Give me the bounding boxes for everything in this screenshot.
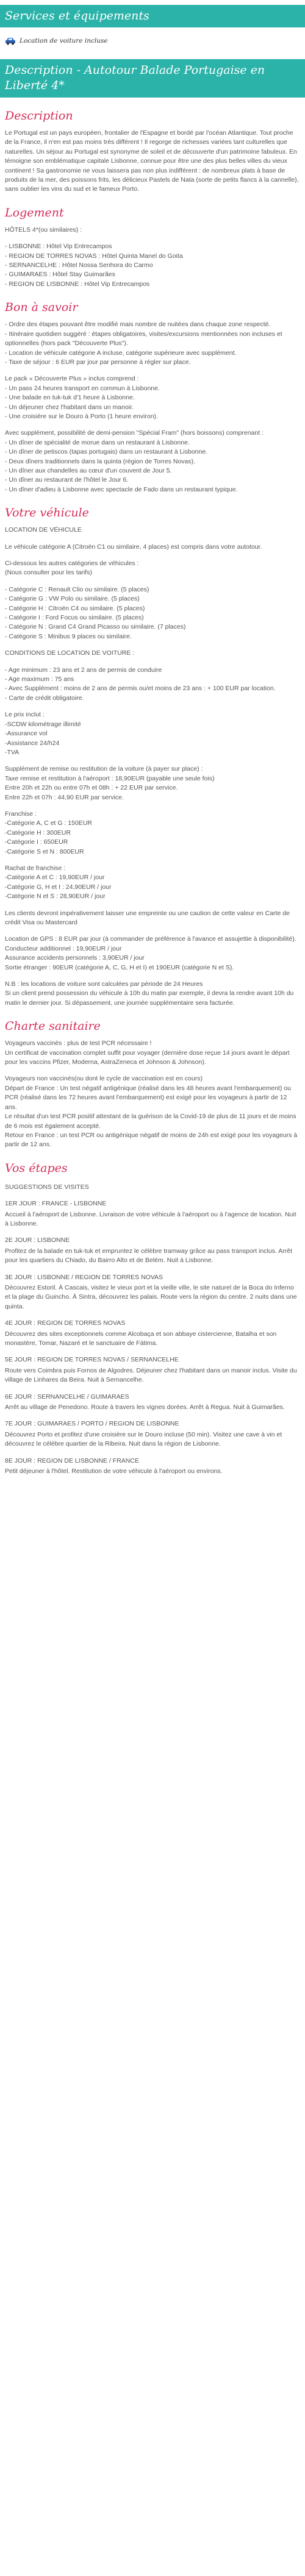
vehicule-line: -Catégorie N et S : 28,90EUR / jour xyxy=(5,893,106,901)
description-text: Le Portugal est un pays européen, frontalier de l'Espagne et bordé par l'océan Atlantique. Tout proche de la France, il n'en est pas moins très différent ! Il regorge de richesses variées tant culturelles que naturelles. Un séjour au Portugal est synonyme de soleil et de découverte d'un patrimoine fabuleux. En témoigne son emblématique capitale Lisbonne, connue pour être une des plus belles villes du vieux continent ! Sa gastronomie ne vous laissera pas non plus indifférent : de nombreux plats à base de produits de la mer, des poissons frits, les délicieux Pastels de Nata (sorte de petits flancs à la cannelle), sans oublier les vins du sud et le fameux Porto. xyxy=(5,129,299,193)
vehicule-line: -TVA xyxy=(5,748,20,756)
vehicule-line: Rachat de franchise : xyxy=(5,864,66,872)
services-banner: Services et équipements xyxy=(0,5,305,27)
vehicule-line: Le véhicule catégorie A (Citroën C1 ou similaire, 4 places) est compris dans votre autotour. xyxy=(5,543,262,551)
vehicule-line: LOCATION DE VÉHICULE xyxy=(5,526,82,534)
vehicule-line: Les clients devront impérativement laisser une empreinte ou une caution de cette valeur en Carte de crédit Visa ou Mastercard xyxy=(5,909,290,926)
charte-line: Départ de France : Un test négatif antigénique (réalisé dans les 48 heures avant l'embarquement) ou PCR (réalisé dans les 72 heures avant l'embarquement) est exigé pour les voyageurs à partir de 12 ans. xyxy=(5,1084,291,1111)
bon-a-savoir-line: - Itinéraire quotidien suggéré : étapes obligatoires, visites/excursions mentionnées non incluses et optionnelles (hors pack "Découverte Plus"). xyxy=(5,330,282,348)
bon-a-savoir-line: - Un déjeuner chez l'habitant dans un manoir. xyxy=(5,403,134,411)
vehicule-line xyxy=(5,972,300,980)
service-item-car-rental xyxy=(5,36,300,46)
vehicule-line: -Catégorie H : 300EUR xyxy=(5,829,71,837)
day-text: Découvrez Porto et profitez d'une croisière sur le Douro incluse (50 min). Visitez une cave à vin et découvrez le célèbre quartier de la Ribeira. Nuit dans la région de Lisbonne. xyxy=(5,1430,282,1448)
bon-a-savoir-line: - Location de véhicule catégorie A incluse, catégorie supérieure avec supplément. xyxy=(5,349,237,357)
service-label: Location de voiture incluse xyxy=(20,37,108,45)
vehicule-line: - Age maximum : 75 ans xyxy=(5,676,74,683)
vehicule-line: Assurance accidents personnels : 3,90EUR / jour xyxy=(5,954,145,962)
day-title: 5E JOUR : REGION DE TORRES NOVAS / SERNANCELHE xyxy=(5,1356,179,1364)
vehicule-heading: Votre véhicule xyxy=(5,506,89,520)
description-heading: Description xyxy=(5,109,73,123)
vehicule-line: - Age minimum : 23 ans et 2 ans de permis de conduire xyxy=(5,666,162,674)
day-title: 6E JOUR : SERNANCELHE / GUIMARAES xyxy=(5,1393,129,1400)
day-text: Découvrez Estoril. À Cascais, visitez le vieux port et la vieille ville, le site naturel de la Boca do Inferno et la plage du Guincho. À Sintra, découvrez les palais. Route vers la région du centre. 2 nuits dans une quinta. xyxy=(5,1283,297,1310)
day-title: 8E JOUR : REGION DE LISBONNE / FRANCE xyxy=(5,1457,139,1465)
vehicule-line: -Catégorie G, H et I : 24,90EUR / jour xyxy=(5,883,112,891)
vehicule-line xyxy=(5,552,300,559)
logement-line: - GUIMARAES : Hôtel Stay Guimarães xyxy=(5,271,115,279)
charte-line: Le résultat d'un test PCR positif attestant de la guérison de la Covid-19 de plus de 11 jours et de moins de 6 mois est également accepté. xyxy=(5,1113,296,1130)
logement-line: HÔTELS 4*(ou similaires) : xyxy=(5,226,82,234)
vehicule-line: -Catégorie S et N : 800EUR xyxy=(5,847,84,855)
vehicule-line: Entre 22h et 07h : 44,90 EUR par service. xyxy=(5,793,124,801)
etapes-intro: SUGGESTIONS DE VISITES xyxy=(5,1183,89,1191)
vehicule-line: (Nous consulter pour les tarifs) xyxy=(5,569,92,577)
vehicule-line: CONDITIONS DE LOCATION DE VOITURE : xyxy=(5,649,135,657)
charte-line: Retour en France : un test PCR ou antigénique négatif de moins de 24h est exigé pour les voyageurs à partir de 12 ans. xyxy=(5,1131,298,1149)
vehicule-line xyxy=(5,757,300,765)
vehicule-line: -Catégorie I : 650EUR xyxy=(5,838,68,846)
car-icon xyxy=(5,36,16,46)
vehicule-line: - Catégorie I : Ford Focus ou similaire. (5 places) xyxy=(5,614,144,622)
logement-line: - REGION DE TORRES NOVAS : Hôtel Quinta Manel do Goita xyxy=(5,252,183,260)
vehicule-line xyxy=(5,535,300,543)
bon-a-savoir-line: Avec supplément, possibilité de demi-pension "Spécial Fram" (hors boissons) comprenant : xyxy=(5,429,264,437)
vehicule-line: - Catégorie G : VW Polo ou similaire. (5 places) xyxy=(5,595,140,603)
services-list xyxy=(0,27,305,59)
bon-a-savoir-line: - Un dîner aux chandelles au cœur d'un couvent de Jour 5. xyxy=(5,466,172,474)
logement-heading: Logement xyxy=(5,205,64,219)
day-text: Arrêt au village de Penedono. Route à travers les vignes dorées. Arrêt à Regua. Nuit à Guimarães. xyxy=(5,1404,285,1411)
day-text: Route vers Coimbra puis Fornos de Algodres. Déjeuner chez l'habitant dans un manoir inclus. Visite du village de Linhares da Beira. Nuit à Sernancelhe. xyxy=(5,1366,297,1384)
vehicule-line: Le prix inclut : xyxy=(5,711,45,719)
vehicule-line: - Catégorie C : Renault Clio ou similaire. (5 places) xyxy=(5,585,149,593)
bon-a-savoir-line: Le pack « Découverte Plus » inclus comprend : xyxy=(5,375,139,383)
vehicule-line: - Catégorie H : Citroën C4 ou similaire. (5 places) xyxy=(5,604,145,612)
day-title: 2E JOUR : LISBONNE xyxy=(5,1236,70,1244)
bon-a-savoir-line: - Un dîner de spécialité de morue dans un restaurant à Lisbonne. xyxy=(5,438,190,446)
charte-line: Voyageurs vaccinés : plus de test PCR nécessaire ! xyxy=(5,1040,152,1047)
vehicule-line: - Carte de crédit obligatoire. xyxy=(5,694,84,702)
bon-a-savoir-line: - Taxe de séjour : 6 EUR par jour par personne à régler sur place. xyxy=(5,358,191,366)
vehicule-line: Entre 20h et 22h ou entre 07h et 08h : + 22 EUR par service. xyxy=(5,784,178,792)
vehicule-line: - Catégorie S : Minibus 9 places ou similaire. xyxy=(5,632,132,640)
charte-line xyxy=(5,1067,300,1074)
vehicule-line xyxy=(5,641,300,649)
charte-lines xyxy=(5,1039,300,1149)
vehicule-lines xyxy=(5,526,300,1008)
bon-a-savoir-line: - Une croisière sur le Douro à Porto (1 heure environ). xyxy=(5,412,158,420)
logement-line: - REGION DE LISBONNE : Hôtel Vip Entrecampos xyxy=(5,280,150,288)
bon-a-savoir-line: - Un pass 24 heures transport en commun à Lisbonne. xyxy=(5,384,160,392)
content xyxy=(0,109,305,1476)
bon-a-savoir-line: - Une balade en tuk-tuk d'1 heure à Lisbonne. xyxy=(5,394,135,402)
bon-a-savoir-line xyxy=(5,367,300,374)
vehicule-line: -Catégorie A et C : 19,90EUR / jour xyxy=(5,874,105,882)
bon-a-savoir-line: - Deux dîners traditionnels dans la quinta (région de Torres Novas). xyxy=(5,457,196,465)
etapes-heading: Vos étapes xyxy=(5,1161,68,1175)
vehicule-line: Franchise : xyxy=(5,810,37,818)
bon-a-savoir-heading: Bon à savoir xyxy=(5,301,78,315)
charte-line: Voyageurs non vaccinés(ou dont le cycle de vaccination est en cours) xyxy=(5,1075,203,1083)
day-text: Petit déjeuner à l'hôtel. Restitution de votre véhicule à l'aéroport ou environs. xyxy=(5,1468,223,1475)
bon-a-savoir-line: - Un dîner au restaurant de l'hôtel le Jour 6. xyxy=(5,476,129,484)
vehicule-line xyxy=(5,902,300,909)
vehicule-line: - Avec Supplément : moins de 2 ans de permis ou/et moins de 23 ans : + 100 EUR par location. xyxy=(5,685,276,693)
day-title: 3E JOUR : LISBONNE / REGION DE TORRES NOVAS xyxy=(5,1273,163,1281)
vehicule-line: N.B : les locations de voiture sont calculées par période de 24 Heures xyxy=(5,980,203,988)
description-banner: Description - Autotour Balade Portugaise en Liberté 4* xyxy=(0,59,305,98)
day-title: 7E JOUR : GUIMARAES / PORTO / REGION DE LISBONNE xyxy=(5,1420,179,1428)
day-text: Découvrez des sites exceptionnels comme Alcobaça et son abbaye cistercienne, Batalha et son monastère, Tomar, Nazaré et le sanctuaire de Fátima. xyxy=(5,1330,277,1347)
day-title: 4E JOUR : REGION DE TORRES NOVAS xyxy=(5,1319,126,1327)
vehicule-line: -SCDW kilométrage illimité xyxy=(5,720,81,728)
vehicule-line xyxy=(5,927,300,935)
day-text: Profitez de la balade en tuk-tuk et empruntez le célèbre tramway grâce au pass transport inclus. Arrêt pour les quartiers du Chiado, du Bairro Alto et de Belém. Nuit à Lisbonne. xyxy=(5,1247,292,1265)
day-text: Accueil à l'aéroport de Lisbonne. Livraison de votre véhicule à l'aéroport ou à l'agence de location. Nuit à Lisbonne. xyxy=(5,1210,296,1227)
vehicule-line: Taxe remise et restitution à l'aéroport : 18,90EUR (payable une seule fois) xyxy=(5,774,215,782)
day-title: 1ER JOUR : FRANCE - LISBONNE xyxy=(5,1200,107,1208)
vehicule-line xyxy=(5,703,300,710)
bon-a-savoir-line: - Un dîner d'adieu à Lisbonne avec spectacle de Fado dans un restaurant typique. xyxy=(5,485,238,493)
vehicule-line: Location de GPS : 8 EUR par jour (à commander de préférence à l'avance et assujettie à disponibilité). xyxy=(5,935,296,943)
vehicule-line: Sortie étranger : 90EUR (catégorie A, C, G, H et I) et 190EUR (catégorie N et S). xyxy=(5,963,234,971)
logement-lines xyxy=(5,226,300,289)
bon-a-savoir-line xyxy=(5,421,300,429)
bon-a-savoir-line: - Ordre des étapes pouvant être modifié mais nombre de nuitées dans chaque zone respecté. xyxy=(5,321,271,329)
vehicule-line: - Catégorie N : Grand C4 Grand Picasso ou similaire. (7 places) xyxy=(5,623,186,631)
vehicule-line: Si un client prend possession du véhicule à 10h du matin par exemple, il devra la rendre avant 10h du matin le dernier jour. Si dépassement, une journée supplémentaire sera facturée. xyxy=(5,990,294,1007)
charte-line: Un certificat de vaccination complet suffit pour voyager (dernière dose reçue 14 jours avant le départ pour les vaccins Pfizer, Moderna, AstraZeneca et Johnson & Johnson). xyxy=(5,1049,290,1066)
bon-a-savoir-line: - Un dîner de petiscos (tapas portugais) dans un restaurant à Lisbonne. xyxy=(5,448,208,456)
bon-a-savoir-lines xyxy=(5,320,300,494)
charte-heading: Charte sanitaire xyxy=(5,1019,101,1033)
vehicule-line: Supplément de remise ou restitution de la voiture (à payer sur place) : xyxy=(5,765,203,773)
vehicule-line: Ci-dessous les autres catégories de véhicules : xyxy=(5,560,139,567)
vehicule-line: -Assurance vol xyxy=(5,730,48,738)
vehicule-line xyxy=(5,658,300,666)
logement-line: - SERNANCELHE : Hôtel Nossa Senhora do Carmo xyxy=(5,262,153,269)
vehicule-line xyxy=(5,802,300,810)
logement-line: - LISBONNE : Hôtel Vip Entrecampos xyxy=(5,243,112,251)
logement-line xyxy=(5,235,300,242)
vehicule-line: Conducteur additionnel : 19,90EUR / jour xyxy=(5,944,122,952)
vehicule-line: -Assistance 24/h24 xyxy=(5,739,60,747)
vehicule-line xyxy=(5,578,300,585)
vehicule-line: -Catégorie A, C et G : 150EUR xyxy=(5,819,92,827)
vehicule-line xyxy=(5,857,300,864)
etapes-days xyxy=(5,1199,300,1476)
